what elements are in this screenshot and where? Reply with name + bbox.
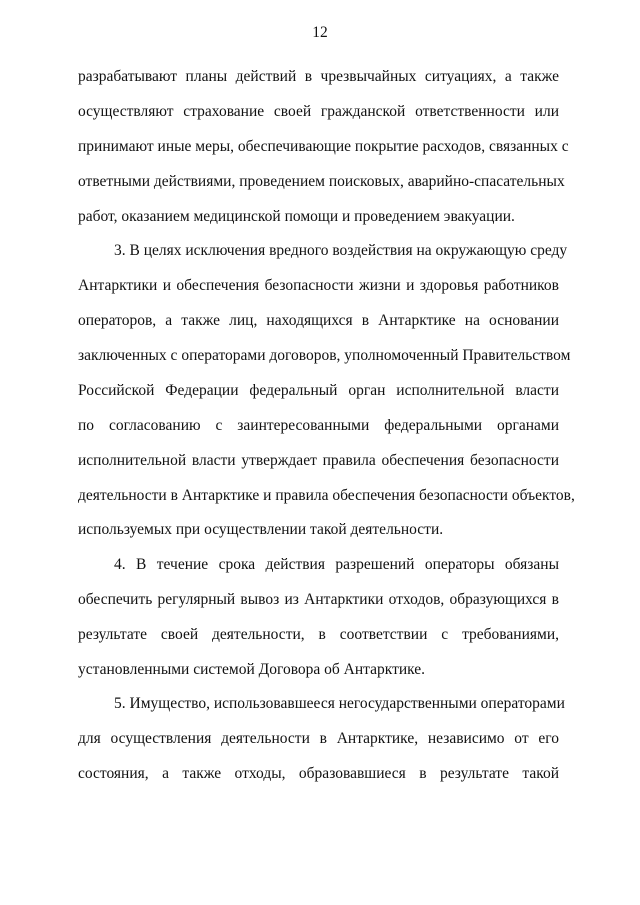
text-line: результате своей деятельности, в соответствии с требованиями, xyxy=(78,626,559,643)
text-line: 3. В целях исключения вредного воздействия на окружающую среду xyxy=(114,242,568,259)
text-line: операторов, а также лиц, находящихся в Антарктике на основании xyxy=(78,312,559,329)
text-line: деятельности в Антарктике и правила обеспечения безопасности объектов, xyxy=(78,487,575,504)
text-line: осуществляют страхование своей гражданской ответственности или xyxy=(78,103,559,120)
text-line: заключенных с операторами договоров, уполномоченный Правительством xyxy=(78,347,571,364)
text-line: Российской Федерации федеральный орган исполнительной власти xyxy=(78,382,559,399)
text-line: по согласованию с заинтересованными федеральными органами xyxy=(78,417,559,434)
text-line: ответными действиями, проведением поисковых, аварийно-спасательных xyxy=(78,173,565,190)
text-line: используемых при осуществлении такой деятельности. xyxy=(78,521,444,538)
text-line: принимают иные меры, обеспечивающие покрытие расходов, связанных с xyxy=(78,138,569,155)
page-number: 12 xyxy=(312,24,328,41)
text-line: исполнительной власти утверждает правила обеспечения безопасности xyxy=(78,452,559,469)
text-line: разрабатывают планы действий в чрезвычайных ситуациях, а также xyxy=(78,68,559,85)
text-line: работ, оказанием медицинской помощи и проведением эвакуации. xyxy=(78,208,515,225)
text-line: обеспечить регулярный вывоз из Антарктики отходов, образующихся в xyxy=(78,591,559,608)
text-line: Антарктики и обеспечения безопасности жизни и здоровья работников xyxy=(78,277,559,294)
text-line: для осуществления деятельности в Антарктике, независимо от его xyxy=(78,730,559,747)
text-line: 4. В течение срока действия разрешений операторы обязаны xyxy=(114,556,559,573)
text-line: состояния, а также отходы, образовавшиеся в результате такой xyxy=(78,765,559,782)
text-line: 5. Имущество, использовавшееся негосударственными операторами xyxy=(114,695,565,712)
text-line: установленными системой Договора об Антарктике. xyxy=(78,661,426,678)
